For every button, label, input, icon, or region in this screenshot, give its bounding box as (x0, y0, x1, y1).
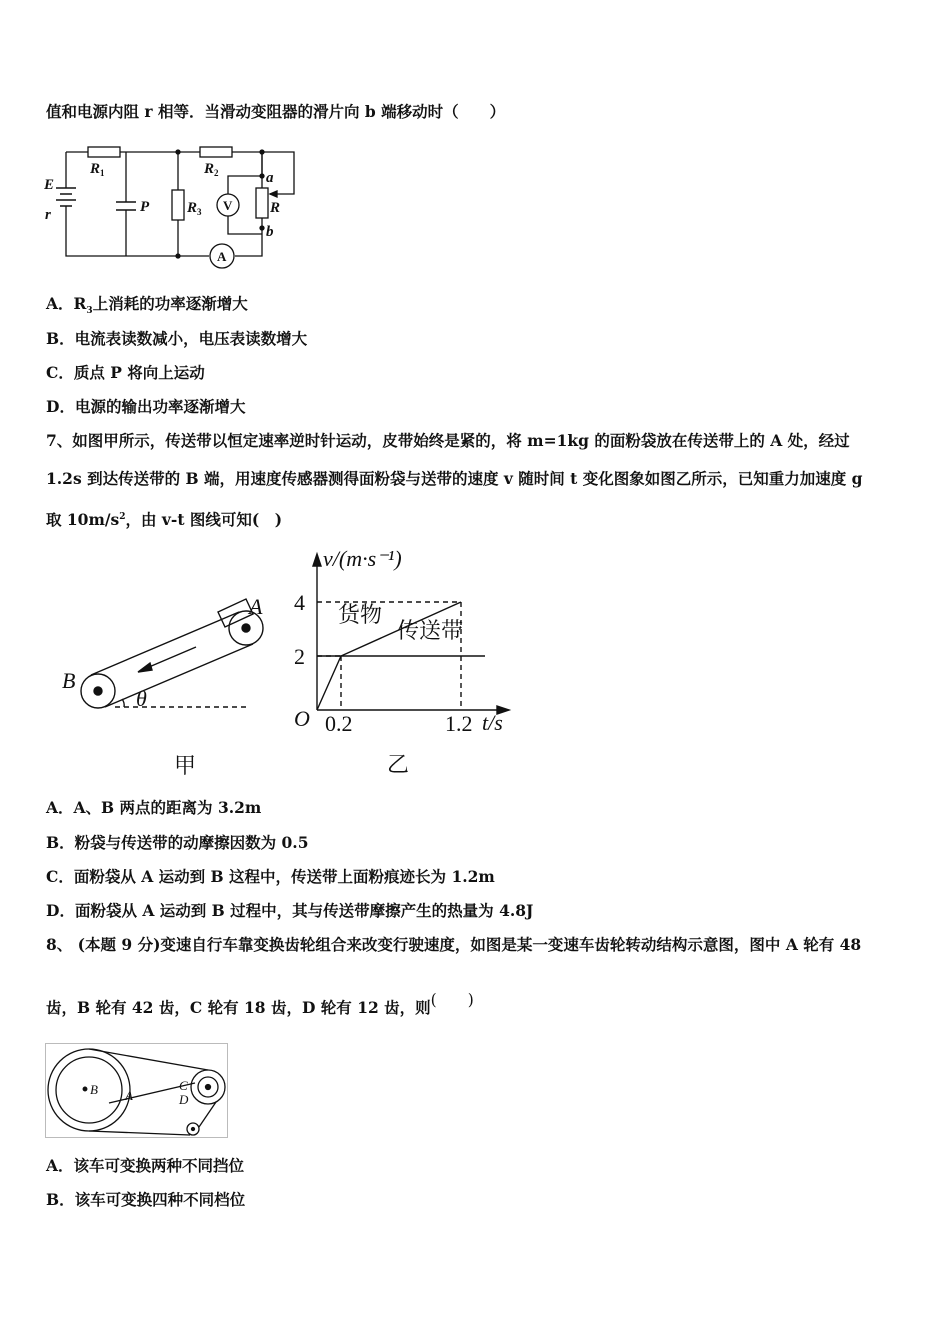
label-gear-A: A (125, 1088, 133, 1103)
caption-yi: 乙 (387, 752, 410, 777)
label-B: B (62, 668, 76, 693)
q8-option-b: B．该车可变换四种不同档位 (46, 1190, 246, 1209)
label-gear-D: D (179, 1092, 189, 1107)
q8-stem-line1: 8、 (本题 9 分)变速自行车靠变换齿轮组合来改变行驶速度，如图是某一变速车齿轮转动结构示意图，图中 A 轮有 48 (46, 935, 862, 954)
q6-option-c: C．质点 P 将向上运动 (46, 363, 205, 382)
label-E: E (44, 177, 55, 193)
label-a: a (266, 170, 274, 186)
label-gear-B: B (90, 1082, 98, 1097)
q6-option-a: A．$R_3$上消耗的功率逐渐增大 (46, 294, 248, 317)
label-R2: $R_2$ (204, 161, 219, 178)
ammeter-symbol: A (217, 249, 227, 264)
label-P: P (140, 199, 150, 215)
origin-label: O (294, 706, 310, 731)
series-label-cargo: 货物 (338, 602, 383, 627)
label-theta: θ (136, 686, 147, 711)
voltmeter-symbol: V (223, 198, 233, 213)
q6-stem-tail: 值和电源内阻 r 相等．当滑动变阻器的滑片向 b 端移动时（ ） (46, 102, 506, 121)
y-tick-label: 4 (294, 590, 305, 615)
x-tick-label: 0.2 (325, 711, 353, 736)
q7-option-b: B．粉袋与传送带的动摩擦因数为 0.5 (46, 833, 309, 852)
label-R: R (270, 200, 281, 216)
label-R3: $R_3$ (187, 200, 202, 217)
q8-stem-line2: 齿，B 轮有 42 齿，C 轮有 18 齿，D 轮有 12 齿，则( ) (46, 991, 474, 1017)
x-axis-label: t/s (482, 710, 503, 735)
q7-figure-yi (280, 540, 530, 780)
caption-jia: 甲 (174, 753, 197, 778)
q7-option-a: A．A、B 两点的距离为 3.2m (46, 798, 262, 817)
x-tick-label: 1.2 (445, 711, 473, 736)
label-r: r (45, 207, 51, 223)
label-A: A (249, 594, 263, 619)
series-label-belt: 传送带 (397, 618, 464, 643)
q6-circuit-figure (44, 140, 304, 270)
q7-figure-jia (60, 585, 270, 780)
q7-option-d: D．面粉袋从 A 运动到 B 过程中，其与传送带摩擦产生的热量为 4.8J (46, 901, 534, 920)
q7-stem-line3: 取 $10m/s^2$，由 v-t 图线可知( ) (46, 510, 283, 530)
label-gear-C: C (179, 1078, 188, 1093)
q8-gear-figure (45, 1043, 229, 1139)
label-R1: $R_1$ (90, 161, 105, 178)
q8-option-a: A．该车可变换两种不同挡位 (46, 1156, 245, 1175)
q6-option-d: D．电源的输出功率逐渐增大 (46, 397, 246, 416)
q7-stem-line1: 7、如图甲所示，传送带以恒定速率逆时针运动，皮带始终是紧的，将 m=1kg 的面粉袋放在传送带上的 A 处，经过 (46, 431, 850, 450)
y-tick-label: 2 (294, 644, 305, 669)
y-axis-label: v/(m·s⁻¹) (323, 546, 402, 571)
q7-option-c: C．面粉袋从 A 运动到 B 这程中，传送带上面粉痕迹长为 1.2m (46, 867, 495, 886)
label-b: b (266, 224, 274, 240)
q8-answer-bracket: ( ) (430, 991, 474, 1009)
q6-option-b: B．电流表读数减小，电压表读数增大 (46, 329, 308, 348)
q7-stem-line2: 1.2s 到达传送带的 B 端，用速度传感器测得面粉袋与送带的速度 v 随时间 t 变化图象如图乙所示，已知重力加速度 g (46, 469, 863, 488)
